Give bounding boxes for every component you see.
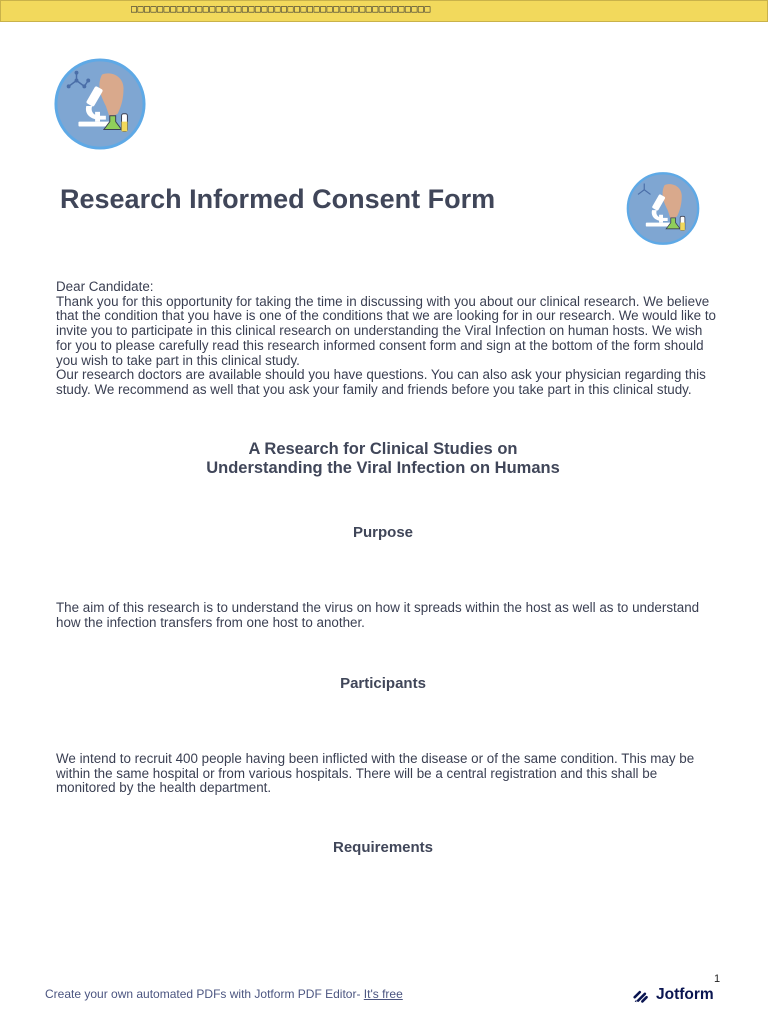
subtitle-line: Understanding the Viral Infection on Humans: [206, 459, 560, 477]
section-heading-participants: Participants: [340, 675, 426, 692]
section-heading-requirements: Requirements: [332, 839, 434, 856]
page-title: Research Informed Consent Form: [60, 184, 496, 214]
intro-paragraph: Our research doctors are available should you have questions. You can also ask your physician regarding this study. We recommend as well that you ask your family and friends before you take part in this clinical study.: [56, 367, 706, 397]
brand-name: Jotform: [656, 986, 714, 1003]
microscope-logo-icon: [51, 57, 149, 151]
footer-promo: [45, 987, 403, 1001]
intro-letter: [56, 280, 716, 398]
intro-paragraph: Thank you for this opportunity for taking the time in discussing with you about our clinical research. We believe that the condition that you have is one of the conditions that we are looking for in our research. We would like to invite you to participate in this clinical research on understanding the Viral Infection on human hosts. We wish for you to please carefully read this research informed consent form and sign at the bottom of the form should you wish to take part in this clinical study.: [56, 293, 717, 368]
microscope-logo-small-icon: [623, 171, 703, 246]
greeting: Dear Candidate:: [56, 279, 154, 294]
jotform-brand[interactable]: [633, 985, 714, 1005]
its-free-link[interactable]: It's free: [363, 987, 403, 1001]
banner-text: □□□□□□□□□□□□□□□□□□□□□□□□□□□□□□□□□□□□□□□□□□□□□□: [131, 4, 431, 15]
section-text-purpose: The aim of this research is to understand the virus on how it spreads within the host as well as to understand how the infection transfers from one host to another.: [56, 600, 700, 630]
section-text-participants: We intend to recruit 400 people having been inflicted with the disease or of the same condition. This may be within the same hospital or from various hospitals. There will be a central registration and this shall be monitored by the health department.: [56, 751, 695, 796]
top-banner: [0, 0, 768, 22]
jotform-logo-icon: [633, 987, 650, 1004]
section-heading-purpose: Purpose: [352, 524, 413, 541]
subtitle-line: A Research for Clinical Studies on: [248, 440, 518, 458]
study-subtitle: [0, 440, 766, 478]
page-number: 1: [714, 973, 721, 985]
footer-promo-text: Create your own automated PDFs with Jotform PDF Editor-: [45, 987, 364, 1001]
